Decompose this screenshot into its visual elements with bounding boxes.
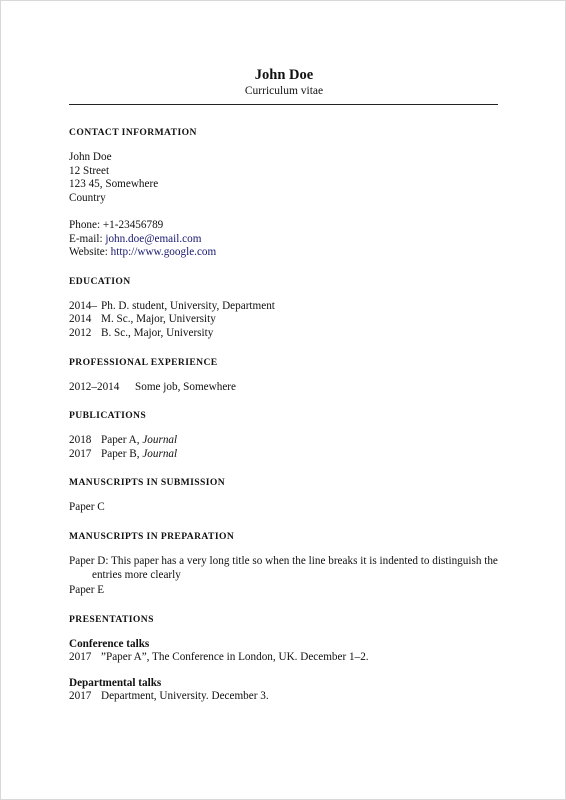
section-submission [69, 477, 501, 515]
section-title-contact: CONTACT INFORMATION [69, 127, 197, 138]
conference-talks-heading: Conference talks [69, 637, 150, 650]
item-year: 2014 [69, 313, 92, 326]
phone-label: Phone: [69, 218, 103, 231]
section-title-submission: MANUSCRIPTS IN SUBMISSION [69, 477, 226, 489]
section-title-publications: PUBLICATIONS [69, 410, 147, 422]
pub-title: Paper A, [101, 434, 143, 447]
list-item [69, 448, 501, 462]
item-text: ”Paper A”, The Conference in London, UK. December 1–2. [101, 651, 369, 664]
person-name: John Doe [254, 67, 314, 83]
item-text: Ph. D. student, University, Department [101, 299, 275, 312]
cv-header [1, 67, 566, 98]
address-block [69, 151, 501, 205]
departmental-talks-heading: Departmental talks [69, 676, 162, 689]
preparation-list [69, 555, 501, 598]
list-item [69, 434, 501, 448]
list-item: Paper E [69, 584, 105, 597]
item-year: 2018 [69, 434, 92, 447]
pub-venue: Journal [142, 447, 178, 460]
website-label: Website: [69, 246, 111, 259]
header-rule [69, 104, 498, 105]
submission-list [69, 501, 501, 515]
email-label: E-mail: [69, 232, 106, 245]
section-education [69, 276, 501, 341]
section-contact [69, 127, 501, 260]
address-line: Country [69, 191, 106, 204]
list-item [69, 381, 501, 395]
cv-content [69, 127, 501, 704]
list-item: Paper C [69, 501, 105, 514]
pub-title: Paper B, [101, 447, 143, 460]
item-year: 2017 [69, 690, 92, 703]
list-item [69, 690, 501, 704]
website-line [69, 246, 501, 260]
section-publications [69, 410, 501, 461]
address-line: John Doe [69, 151, 112, 163]
item-year: 2012 [69, 326, 92, 339]
section-preparation [69, 531, 501, 598]
section-title-preparation: MANUSCRIPTS IN PREPARATION [69, 530, 235, 542]
publications-list [69, 434, 501, 461]
item-year: 2017 [69, 651, 92, 664]
section-title-education: EDUCATION [69, 275, 131, 287]
email-line [69, 233, 501, 247]
phone-line [69, 219, 501, 233]
item-year: 2014– [69, 299, 97, 312]
section-presentations [69, 614, 501, 704]
document-subtitle: Curriculum vitae [244, 85, 324, 97]
item-text: Some job, Somewhere [135, 380, 236, 393]
phone-value: +1-23456789 [102, 218, 164, 231]
item-year: 2017 [69, 447, 92, 460]
experience-list [69, 381, 501, 395]
list-item [69, 651, 501, 665]
section-experience [69, 357, 501, 395]
list-item: Paper D: This paper has a very long title so when the line breaks it is indented to distinguish the entries more clearly [69, 554, 498, 581]
website-link[interactable]: http://www.google.com [110, 246, 217, 259]
item-text: B. Sc., Major, University [101, 326, 214, 339]
list-item [69, 300, 501, 314]
list-item [69, 327, 501, 341]
education-list [69, 300, 501, 341]
address-line: 12 Street [69, 164, 110, 177]
list-item [69, 313, 501, 327]
email-link[interactable]: john.doe@email.com [105, 232, 202, 245]
item-text: M. Sc., Major, University [101, 313, 216, 326]
section-title-experience: PROFESSIONAL EXPERIENCE [69, 356, 218, 368]
item-year: 2012–2014 [69, 380, 120, 393]
section-title-presentations: PRESENTATIONS [69, 613, 154, 625]
item-text: Department, University. December 3. [101, 690, 269, 703]
address-line: 123 45, Somewhere [69, 178, 159, 191]
pub-venue: Journal [142, 434, 178, 447]
